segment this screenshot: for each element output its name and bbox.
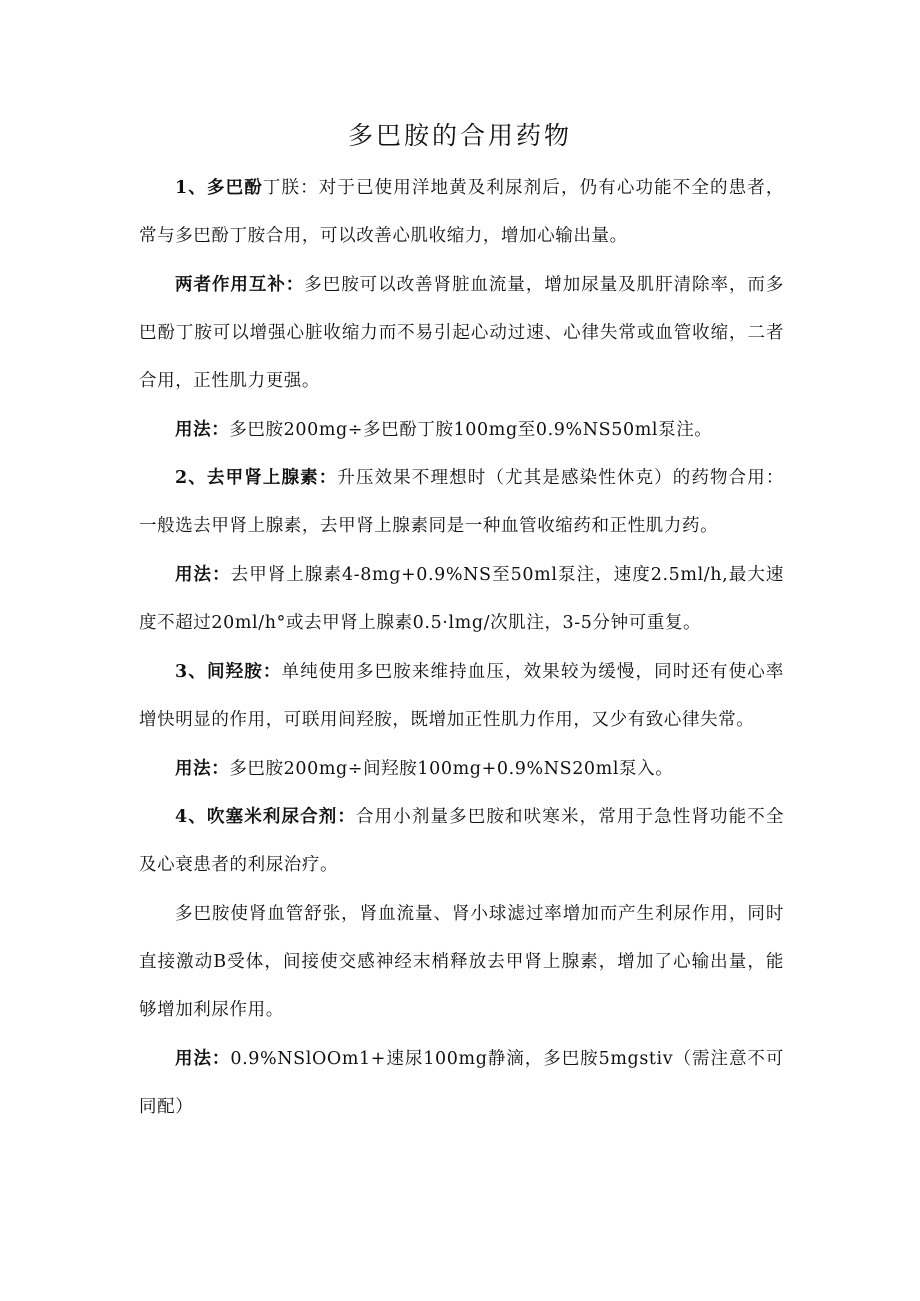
section-heading: 4、吹塞米利尿合剂： bbox=[175, 807, 356, 827]
paragraph-text: 多巴胺可以改善肾脏血流量，增加尿量及肌肝清除率，而多巴酚丁胺可以增强心脏收缩力而不易引起心动过速、心律失常或血管收缩，二者合用，正性肌力更强。 bbox=[139, 275, 784, 391]
section-heading: 1、多巴酚 bbox=[175, 178, 263, 198]
document-title: 多巴胺的合用药物 bbox=[347, 121, 572, 150]
paragraph-metaraminol bbox=[139, 648, 784, 744]
paragraph-text: 多巴胺200mg÷间羟胺100mg+0.9%NS20ml泵入。 bbox=[229, 759, 674, 779]
usage-label: 用法： bbox=[175, 759, 230, 779]
paragraph-usage-4 bbox=[139, 1035, 784, 1131]
usage-label: 用法： bbox=[175, 565, 231, 585]
paragraph-text: 单纯使用多巴胺来维持血压，效果较为缓慢，同时还有使心率增快明显的作用，可联用间羟胺，既增加正性肌力作用，又少有致心律失常。 bbox=[139, 662, 784, 730]
section-heading: 2、去甲肾上腺素： bbox=[175, 468, 338, 488]
paragraph-diuretic-mechanism bbox=[139, 890, 784, 1034]
paragraph-text: 去甲肾上腺素4-8mg+0.9%NS至50ml泵注，速度2.5ml/h,最大速度不超过20ml/h°或去甲肾上腺素0.5·lmg/次肌注，3-5分钟可重复。 bbox=[139, 565, 784, 633]
paragraph-dobutamine bbox=[139, 164, 784, 260]
paragraph-text: 合用小剂量多巴胺和吠寒米，常用于急性肾功能不全及心衰患者的利尿治疗。 bbox=[139, 807, 784, 875]
paragraph-usage-1 bbox=[139, 406, 784, 454]
paragraph-usage-3 bbox=[139, 745, 784, 793]
paragraph-text: 丁朕：对于已使用洋地黄及利尿剂后，仍有心功能不全的患者，常与多巴酚丁胺合用，可以改善心肌收缩力，增加心输出量。 bbox=[139, 178, 784, 246]
paragraph-text: 多巴胺使肾血管舒张，肾血流量、肾小球滤过率增加而产生利尿作用，同时直接激动B受体，间接使交感神经末梢释放去甲肾上腺素，增加了心输出量，能够增加利尿作用。 bbox=[139, 904, 784, 1020]
paragraph-text: 升压效果不理想时（尤其是感染性休克）的药物合用：一般选去甲肾上腺素，去甲肾上腺素同是一种血管收缩药和正性肌力药。 bbox=[139, 468, 785, 536]
paragraph-text: 0.9%NSlOOm1+速尿100mg静滴，多巴胺5mgstiv（需注意不可同配） bbox=[139, 1049, 784, 1117]
section-heading: 两者作用互补： bbox=[175, 275, 305, 295]
paragraph-complement bbox=[139, 261, 784, 405]
paragraph-usage-2 bbox=[139, 551, 784, 647]
section-heading: 3、间羟胺： bbox=[175, 662, 282, 682]
paragraph-norepinephrine bbox=[139, 454, 784, 550]
paragraph-furosemide bbox=[139, 793, 784, 889]
usage-label: 用法： bbox=[175, 1049, 231, 1069]
paragraph-text: 多巴胺200mg÷多巴酚丁胺100mg至0.9%NS50ml泵注。 bbox=[229, 420, 713, 440]
usage-label: 用法： bbox=[175, 420, 230, 440]
